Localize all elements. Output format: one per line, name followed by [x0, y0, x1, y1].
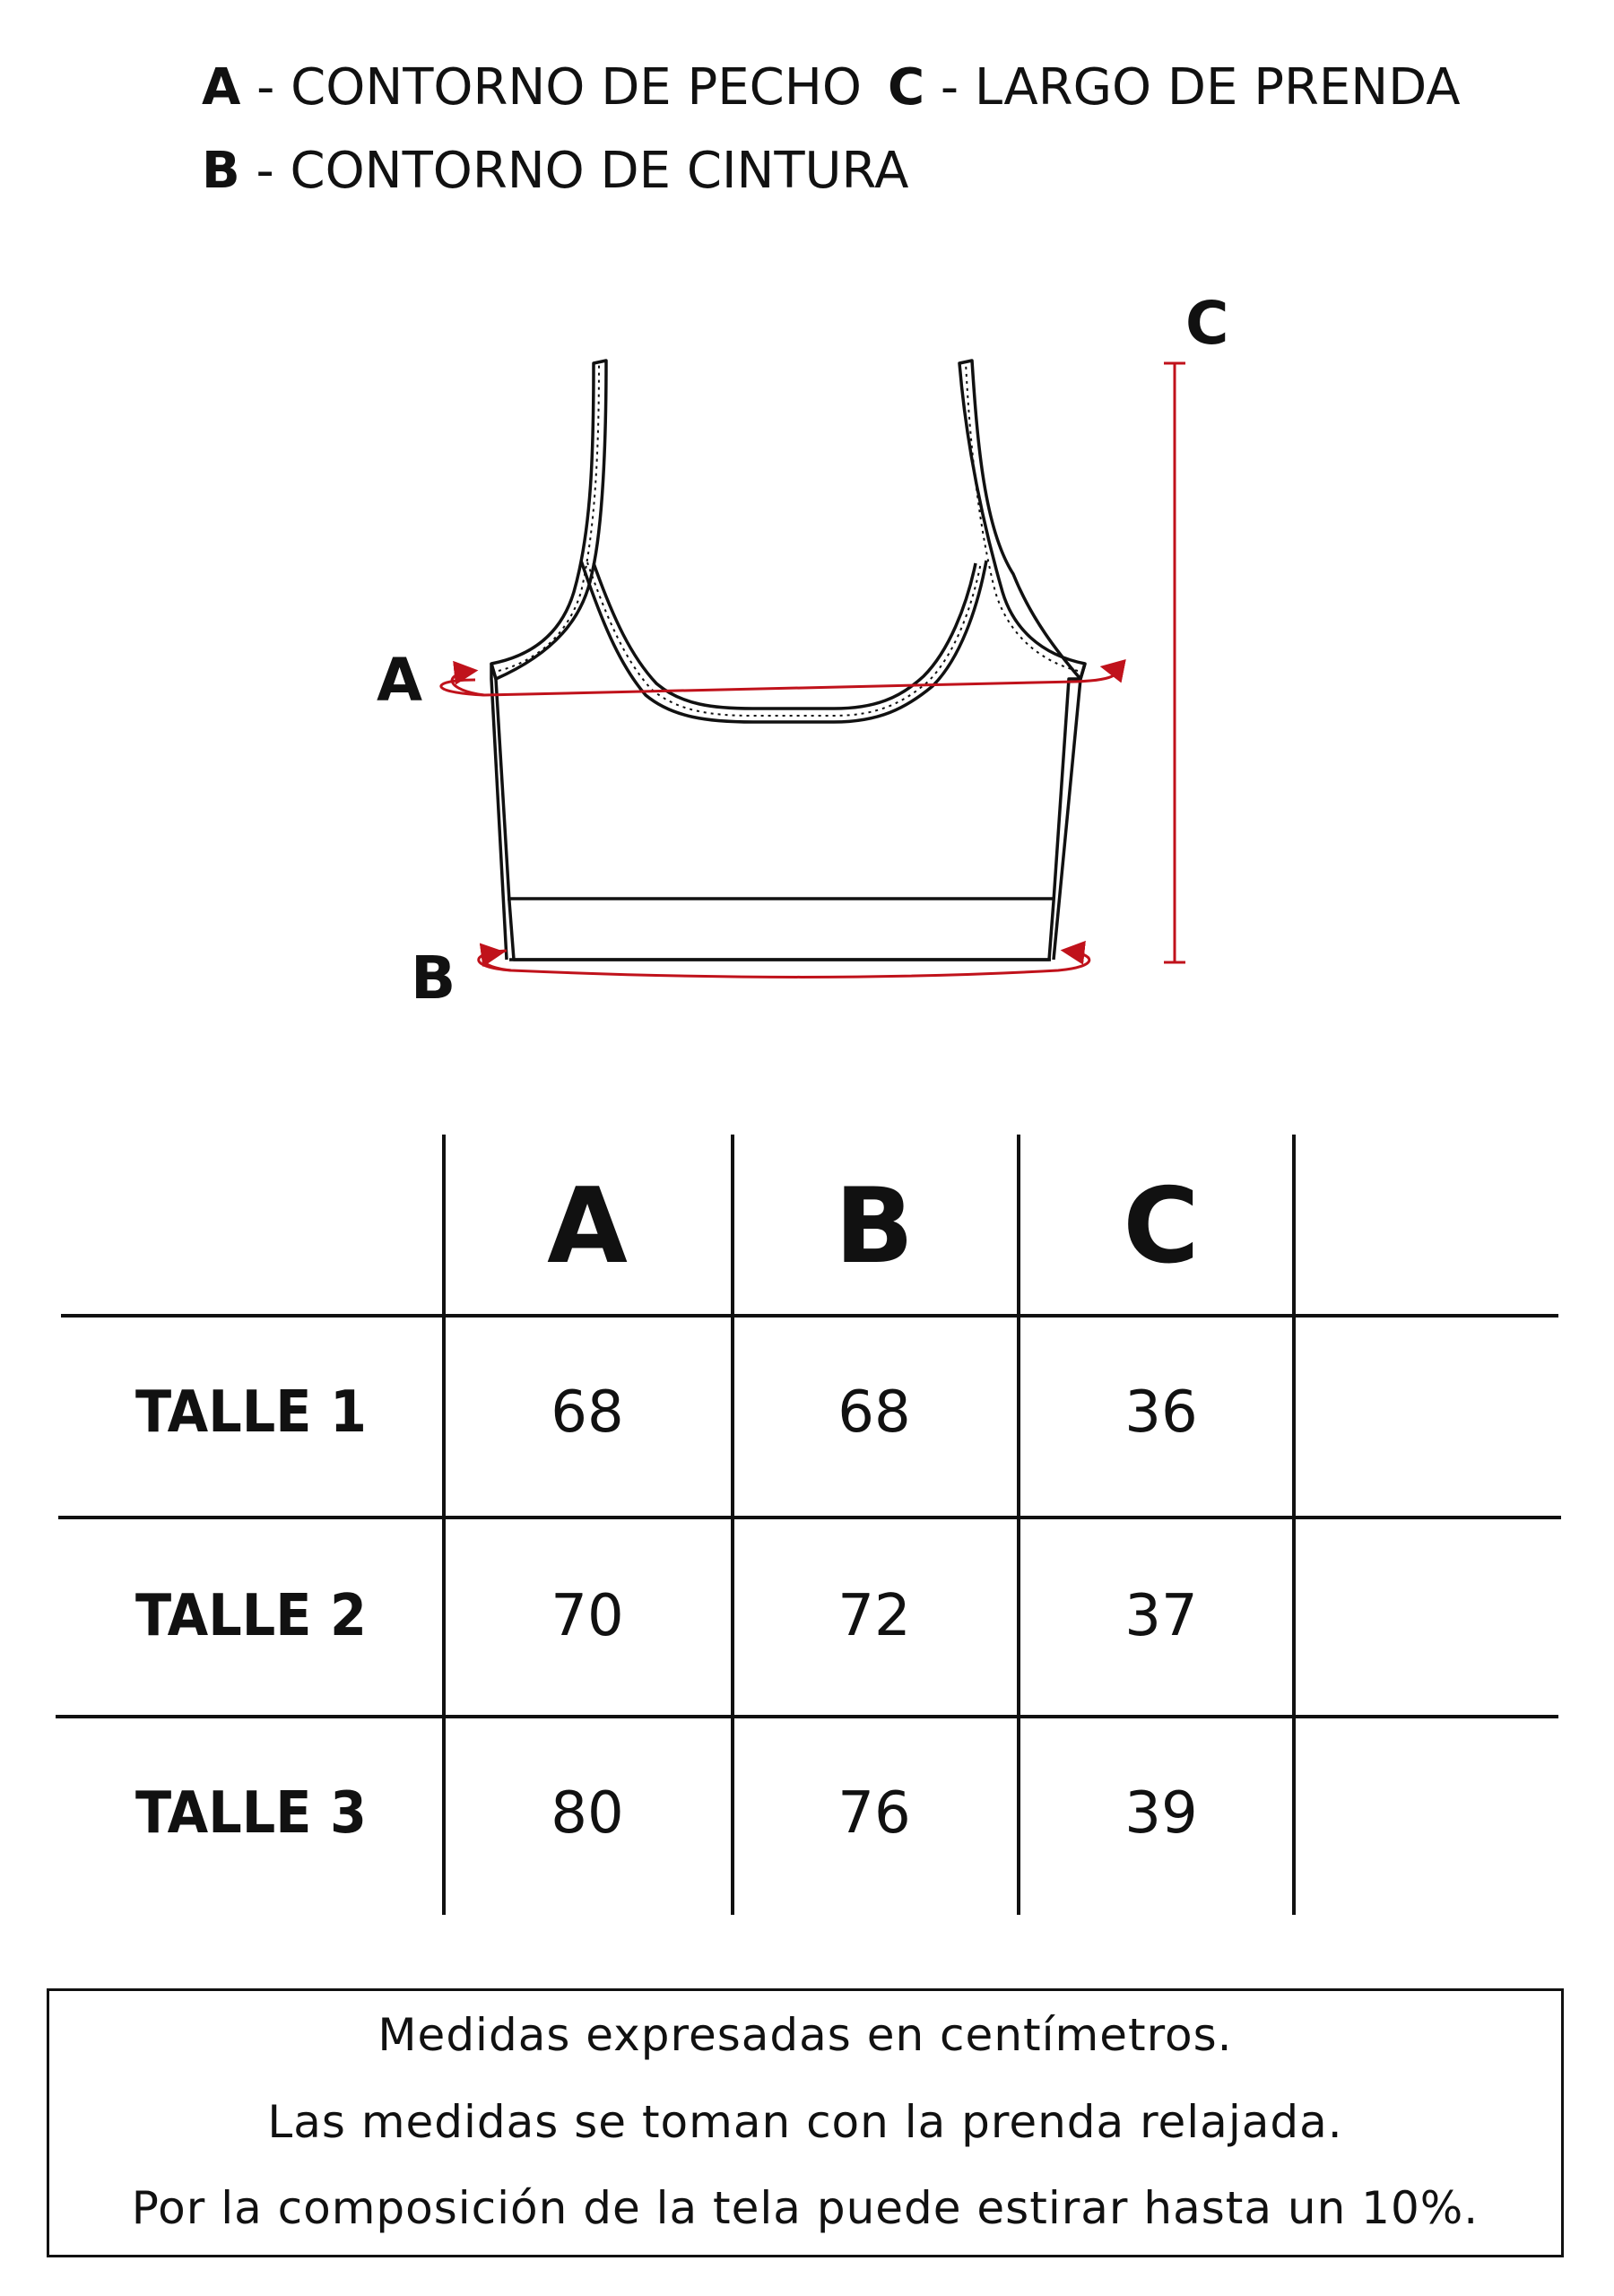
- column-header-b: B: [834, 1166, 915, 1287]
- note-stretch: Por la composición de la tela puede estirar hasta un 10%.: [131, 2182, 1480, 2234]
- row-label-talle-1: TALLE 1: [135, 1379, 367, 1446]
- table-hline-3: [56, 1715, 1558, 1718]
- table-cell: 68: [551, 1379, 624, 1446]
- note-relaxed: Las medidas se toman con la prenda relajada.: [267, 2096, 1343, 2148]
- table-vline-2: [731, 1135, 734, 1915]
- column-header-a: A: [547, 1166, 628, 1287]
- diagram-label-b: B: [411, 944, 456, 1013]
- notes-box: [47, 1988, 1564, 2257]
- legend-a-text: - CONTORNO DE PECHO: [240, 58, 862, 117]
- table-hline-2: [58, 1516, 1561, 1519]
- legend-b-text: - CONTORNO DE CINTURA: [239, 142, 909, 200]
- column-header-c: C: [1123, 1166, 1200, 1287]
- table-cell: 70: [551, 1583, 624, 1649]
- diagram-label-c: C: [1185, 289, 1229, 358]
- table-cell: 39: [1124, 1780, 1198, 1847]
- legend-b-letter: B: [202, 142, 240, 200]
- legend-c-letter: C: [888, 58, 925, 117]
- legend-a-letter: A: [202, 58, 241, 117]
- table-cell: 37: [1124, 1583, 1198, 1649]
- diagram-label-a: A: [377, 646, 423, 715]
- table-vline-1: [442, 1135, 446, 1915]
- note-units: Medidas expresadas en centímetros.: [377, 2009, 1233, 2061]
- table-cell: 36: [1124, 1379, 1198, 1446]
- table-cell: 80: [551, 1780, 624, 1847]
- row-label-talle-3: TALLE 3: [135, 1780, 367, 1847]
- legend-c-text: - LARGO DE PRENDA: [924, 58, 1461, 117]
- table-cell: 72: [837, 1583, 911, 1649]
- table-hline-1: [61, 1314, 1558, 1318]
- table-cell: 68: [837, 1379, 911, 1446]
- table-cell: 76: [837, 1780, 911, 1847]
- table-vline-3: [1017, 1135, 1020, 1915]
- row-label-talle-2: TALLE 2: [135, 1583, 367, 1649]
